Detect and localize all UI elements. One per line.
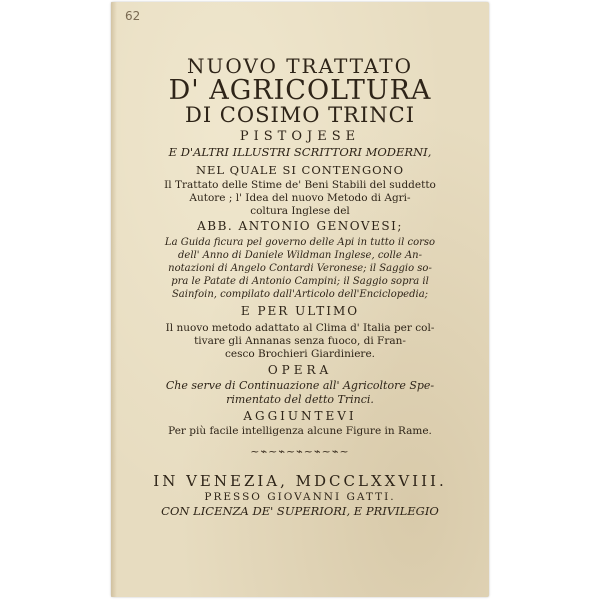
- title-line-6: NEL QUALE SI CONTENGONO: [195, 163, 405, 177]
- contents2-line-5: Sainfoin, compilato dall'Articolo dell'Enciclopedia;: [171, 289, 429, 300]
- title-line-5: E D'ALTRI ILLUSTRI SCRITTORI MODERNI,: [168, 145, 432, 159]
- ornament-divider: ~⌁~⌁~⌁~⌁~⌁~: [250, 445, 350, 458]
- title-page: [111, 2, 489, 597]
- contents2-line-1: La Guida ficura pel governo delle Api in tutto il corso: [164, 237, 436, 248]
- title-line-2: D' AGRICOLTURA: [168, 75, 432, 106]
- opera-heading: OPERA: [267, 363, 333, 377]
- title-line-4: PISTOJESE: [239, 129, 361, 144]
- author-line: ABB. ANTONIO GENOVESI;: [197, 219, 403, 233]
- per-ultimo-heading: E PER ULTIMO: [240, 304, 360, 318]
- contents3-line-3: cesco Brochieri Giardiniere.: [224, 348, 376, 360]
- folio-number: 62: [125, 9, 141, 23]
- title-line-3: DI COSIMO TRINCI: [184, 103, 416, 127]
- contents3-line-2: tivare gli Annanas senza fuoco, di Fran-: [194, 335, 406, 347]
- contents1-line-1: Il Trattato delle Stime de' Beni Stabili del suddetto: [164, 179, 436, 191]
- aggiuntevi-heading: AGGIUNTEVI: [243, 409, 357, 423]
- title-line-1: NUOVO TRATTATO: [186, 54, 414, 78]
- imprint-license: CON LICENZA DE' SUPERIORI, E PRIVILEGIO: [161, 504, 439, 518]
- imprint-printer: PRESSO GIOVANNI GATTI.: [204, 491, 396, 503]
- contents3-line-1: Il nuovo metodo adattato al Clima d' Italia per col-: [165, 322, 435, 334]
- contents1-line-2: Autore ; l' Idea del nuovo Metodo di Agri-: [189, 192, 411, 204]
- contents2-line-2: dell' Anno di Daniele Wildman Inglese, colle An-: [178, 250, 422, 261]
- contents1-line-3: coltura Inglese del: [250, 205, 350, 217]
- contents4-line-2: rimentato del detto Trinci.: [226, 393, 374, 406]
- contents4-line-1: Che serve di Continuazione all' Agricoltore Spe-: [165, 379, 435, 392]
- contents5-line: Per più facile intelligenza alcune Figure in Rame.: [168, 425, 432, 437]
- contents2-line-3: notazioni di Angelo Contardi Veronese; il Saggio so-: [168, 263, 432, 274]
- contents2-line-4: pra le Patate di Antonio Campini; il Saggio sopra il: [171, 276, 429, 287]
- imprint-city: IN VENEZIA, MDCCLXXVIII.: [153, 472, 447, 490]
